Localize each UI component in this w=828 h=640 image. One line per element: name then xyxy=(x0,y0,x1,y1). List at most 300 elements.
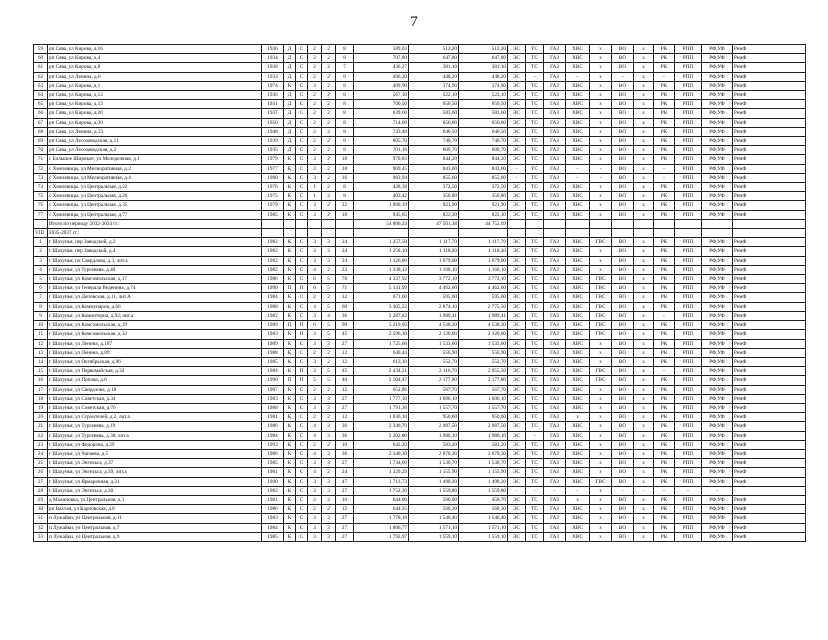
electricity-cell: ЭС xyxy=(508,311,526,320)
sewerage-cell: ВО xyxy=(612,63,634,72)
address-cell: г Шахунья, ул Первомайская, д.32 xyxy=(48,367,262,376)
floor-material-cell: С xyxy=(296,127,308,136)
table-row xyxy=(34,201,806,210)
other-cell: х xyxy=(634,45,654,54)
total-area-cell: 644,35 xyxy=(354,505,409,514)
wall-type-cell: К xyxy=(284,486,296,495)
basement-repair-cell: РПП xyxy=(675,403,702,412)
row-number-cell: 60 xyxy=(34,54,48,63)
basement-repair-cell: РПП xyxy=(675,413,702,422)
entrances-cell: 2 xyxy=(322,201,336,210)
floors-cell: 3 xyxy=(308,394,322,403)
roof-repair-cell: РК xyxy=(654,532,675,541)
year-built-cell: 1981 xyxy=(262,495,284,504)
living-area-private-cell: 595,60 xyxy=(459,293,508,302)
cold-water-cell: ХВС xyxy=(566,523,590,532)
row-number-cell: 5 xyxy=(34,275,48,284)
hot-water-cell: х xyxy=(590,422,612,431)
wall-type-cell: Д xyxy=(284,45,296,54)
cold-water-cell: ХВС xyxy=(566,81,590,90)
address-cell: г Шахунья, ул Генерала Веденина, д.74 xyxy=(48,284,262,293)
table-row xyxy=(34,413,806,422)
heating-cell: ТС xyxy=(526,45,544,54)
apartments-cell: 18 xyxy=(336,164,354,173)
facade-repair-cell: РФ,УФ xyxy=(702,385,733,394)
entrances-cell: 5 xyxy=(322,284,336,293)
fund-cell: РемФ xyxy=(733,330,806,339)
living-area-private-cell: 552,70 xyxy=(459,357,508,366)
hot-water-cell: х xyxy=(590,146,612,155)
living-area-private-cell: 1 155,90 xyxy=(459,468,508,477)
address-cell: г Шахунья, ул Федорова, д.29 xyxy=(48,440,262,449)
roof-repair-cell: РК xyxy=(654,422,675,431)
basement-repair-cell: РПП xyxy=(675,514,702,523)
sewerage-cell: ВО xyxy=(612,183,634,192)
other-cell: х xyxy=(634,155,654,164)
basement-repair-cell: РПП xyxy=(675,330,702,339)
electricity-cell: - xyxy=(508,173,526,182)
sewerage-cell: ВО xyxy=(612,376,634,385)
gas-cell: ГАЗ xyxy=(544,311,566,320)
fund-cell: РемФ xyxy=(733,164,806,173)
apartments-cell: 12 xyxy=(336,348,354,357)
year-built-cell: 1986 xyxy=(262,275,284,284)
fund-cell: РемФ xyxy=(733,109,806,118)
roof-repair-cell: РК xyxy=(654,440,675,449)
floors-cell: 2 xyxy=(308,91,322,100)
living-area-private-cell: 4 538,30 xyxy=(459,321,508,330)
housing-repair-table xyxy=(33,44,806,542)
other-cell: х xyxy=(634,183,654,192)
basement-repair-cell: РПП xyxy=(675,357,702,366)
hot-water-cell: х xyxy=(590,265,612,274)
cold-water-cell: ХВС xyxy=(566,339,590,348)
roof-repair-cell: - xyxy=(654,164,675,173)
heating-cell: ТС xyxy=(526,118,544,127)
year-built-cell: 1984 xyxy=(262,367,284,376)
year-built-cell: 1982 xyxy=(262,247,284,256)
floors-cell: 3 xyxy=(308,201,322,210)
wall-type-cell: К xyxy=(284,385,296,394)
living-area-private-cell: 374,90 xyxy=(459,81,508,90)
entrances-cell: 3 xyxy=(322,238,336,247)
floors-cell: 4 xyxy=(308,302,322,311)
living-area-cell: 656,60 xyxy=(409,118,459,127)
other-cell: х xyxy=(634,339,654,348)
gas-cell: ГАЗ xyxy=(544,367,566,376)
sewerage-cell: ВО xyxy=(612,146,634,155)
basement-repair-cell: РПП xyxy=(675,477,702,486)
wall-type-cell: К xyxy=(284,339,296,348)
fund-cell: РемФ xyxy=(733,311,806,320)
living-area-private-cell: 1 571,10 xyxy=(459,523,508,532)
living-area-private-cell: 372,50 xyxy=(459,183,508,192)
cold-water-cell: ХВС xyxy=(566,127,590,136)
heating-cell: ТС xyxy=(526,127,544,136)
wall-type-cell: Д xyxy=(284,100,296,109)
address-cell: г Шахунья, ул Тургенева, д.38, лит.а xyxy=(48,431,262,440)
hot-water-cell: х xyxy=(590,495,612,504)
wall-type-cell: К xyxy=(284,477,296,486)
living-area-private-cell: 1 559,10 xyxy=(459,532,508,541)
facade-repair-cell: РФ,УФ xyxy=(702,302,733,311)
hot-water-cell: ГВС xyxy=(590,238,612,247)
living-area-cell: 4 462,60 xyxy=(409,284,459,293)
roof-repair-cell: РК xyxy=(654,54,675,63)
facade-repair-cell: РФ,УФ xyxy=(702,155,733,164)
other-cell: х xyxy=(634,63,654,72)
gas-cell: ГАЗ xyxy=(544,100,566,109)
floors-cell: 3 xyxy=(308,477,322,486)
fund-cell: РемФ xyxy=(733,468,806,477)
address-cell: рп Сява, ул Кирова, д.12 xyxy=(48,91,262,100)
sewerage-cell: ВО xyxy=(612,339,634,348)
living-area-cell: 583,60 xyxy=(409,109,459,118)
address-cell: рп Сява, ул Лесозаводская, д.11 xyxy=(48,137,262,146)
floor-material-cell: П xyxy=(296,376,308,385)
table-row xyxy=(34,311,806,320)
heating-cell: ТС xyxy=(526,210,544,219)
wall-type-cell: Д xyxy=(284,146,296,155)
floor-material-cell: С xyxy=(296,403,308,412)
apartments-cell: 36 xyxy=(336,431,354,440)
facade-repair-cell: РФ,УФ xyxy=(702,284,733,293)
entrances-cell: 2 xyxy=(322,505,336,514)
hot-water-cell: х xyxy=(590,440,612,449)
entrances-cell: 3 xyxy=(322,449,336,458)
heating-cell: ТС xyxy=(526,164,544,173)
row-number-cell: 76 xyxy=(34,201,48,210)
total-area-cell: 1 329,29 xyxy=(354,468,409,477)
total-area-cell: 700,50 xyxy=(354,100,409,109)
floor-material-cell: С xyxy=(296,459,308,468)
facade-repair-cell: РФ,УФ xyxy=(702,367,733,376)
hot-water-cell: х xyxy=(590,100,612,109)
other-cell: х xyxy=(634,164,654,173)
basement-repair-cell: РПП xyxy=(675,256,702,265)
sewerage-cell: ВО xyxy=(612,302,634,311)
wall-type-cell: П xyxy=(284,284,296,293)
living-area-private-cell: 647,80 xyxy=(459,54,508,63)
floor-material-cell: С xyxy=(296,422,308,431)
hot-water-cell: х xyxy=(590,192,612,201)
basement-repair-cell: РПП xyxy=(675,183,702,192)
floor-material-cell: С xyxy=(296,146,308,155)
basement-repair-cell: РПП xyxy=(675,238,702,247)
facade-repair-cell: РФ,УФ xyxy=(702,173,733,182)
roof-repair-cell: РК xyxy=(654,505,675,514)
sewerage-cell: ВО xyxy=(612,532,634,541)
floor-material-cell: С xyxy=(296,109,308,118)
address-cell: рп Сява, ул Кирова, д.8 xyxy=(48,63,262,72)
address-cell: г Шахунья, ул Октябрьская, д.96 xyxy=(48,357,262,366)
floor-material-cell: С xyxy=(296,210,308,219)
floor-material-cell: С xyxy=(296,311,308,320)
total-area-cell: 805,70 xyxy=(354,137,409,146)
gas-cell: ГАЗ xyxy=(544,431,566,440)
fund-cell: РемФ xyxy=(733,137,806,146)
fund-cell: РемФ xyxy=(733,339,806,348)
year-built-cell: 1985 xyxy=(262,459,284,468)
roof-repair-cell: - xyxy=(654,486,675,495)
table-row xyxy=(34,321,806,330)
floors-cell: 2 xyxy=(308,413,322,422)
row-number-cell: 3 xyxy=(34,256,48,265)
other-cell: х xyxy=(634,100,654,109)
roof-repair-cell: РК xyxy=(654,81,675,90)
living-area-cell: 522,10 xyxy=(409,91,459,100)
row-number-cell: 15 xyxy=(34,367,48,376)
living-area-private-cell: 1 117,70 xyxy=(459,238,508,247)
fund-cell: РемФ xyxy=(733,357,806,366)
gas-cell: ГАЗ xyxy=(544,505,566,514)
facade-repair-cell: РФ,УФ xyxy=(702,109,733,118)
hot-water-cell: х xyxy=(590,505,612,514)
fund-cell: РемФ xyxy=(733,403,806,412)
hot-water-cell: ГВС xyxy=(590,311,612,320)
total-area-cell: 2 596,30 xyxy=(354,330,409,339)
living-area-cell: 646,50 xyxy=(409,127,459,136)
entrances-cell: 2 xyxy=(322,155,336,164)
roof-repair-cell: РК xyxy=(654,127,675,136)
gas-cell: - xyxy=(544,486,566,495)
address-cell: г Шахунья, ул Ленина, д.187 xyxy=(48,339,262,348)
sewerage-cell: ВО xyxy=(612,413,634,422)
fund-cell: РемФ xyxy=(733,376,806,385)
wall-type-cell: К xyxy=(284,394,296,403)
row-number-cell: 71 xyxy=(34,155,48,164)
floor-material-cell: С xyxy=(296,100,308,109)
total-area-cell: 743,48 xyxy=(354,127,409,136)
other-cell: х xyxy=(634,173,654,182)
cold-water-cell: ХВС xyxy=(566,348,590,357)
year-built-cell: 1974 xyxy=(262,81,284,90)
year-built-cell: 1933 xyxy=(262,72,284,81)
floors-cell: 4 xyxy=(308,422,322,431)
floors-cell: 3 xyxy=(308,155,322,164)
table-row xyxy=(34,523,806,532)
table-row xyxy=(34,293,806,302)
floors-cell: 2 xyxy=(308,440,322,449)
apartments-cell: 7 xyxy=(336,63,354,72)
wall-type-cell: К xyxy=(284,367,296,376)
fund-cell: РемФ xyxy=(733,505,806,514)
gas-cell: ГАЗ xyxy=(544,127,566,136)
floors-cell: 2 xyxy=(308,100,322,109)
row-number-cell: 6 xyxy=(34,284,48,293)
heating-cell: ТС xyxy=(526,201,544,210)
table-row xyxy=(34,367,806,376)
cold-water-cell: ХВС xyxy=(566,514,590,523)
wall-type-cell: К xyxy=(284,532,296,541)
basement-repair-cell: РПП xyxy=(675,311,702,320)
living-area-private-cell: 1 160,10 xyxy=(459,265,508,274)
table-row xyxy=(34,302,806,311)
basement-repair-cell: РПП xyxy=(675,109,702,118)
electricity-cell: ЭС xyxy=(508,385,526,394)
address-cell: рп Сява, ул Кирова, д.30 xyxy=(48,118,262,127)
sewerage-cell: ВО xyxy=(612,394,634,403)
electricity-cell: ЭС xyxy=(508,183,526,192)
cold-water-cell: х xyxy=(566,413,590,422)
living-area-private-cell: 740,70 xyxy=(459,137,508,146)
fund-cell: РемФ xyxy=(733,127,806,136)
hot-water-cell: х xyxy=(590,210,612,219)
address-cell: рп Сява, ул Кирова, д.4 xyxy=(48,54,262,63)
basement-repair-cell: РПП xyxy=(675,495,702,504)
facade-repair-cell: РФ,УФ xyxy=(702,81,733,90)
entrances-cell: 5 xyxy=(322,302,336,311)
facade-repair-cell: РФ,УФ xyxy=(702,275,733,284)
cold-water-cell: ХВС xyxy=(566,431,590,440)
gas-cell: ГАЗ xyxy=(544,293,566,302)
heating-cell: ТС xyxy=(526,284,544,293)
facade-repair-cell: РФ,УФ xyxy=(702,201,733,210)
basement-repair-cell: РПП xyxy=(675,459,702,468)
floor-material-cell: С xyxy=(296,45,308,54)
entrances-cell: 2 xyxy=(322,440,336,449)
living-area-private-cell: 844,20 xyxy=(459,155,508,164)
address-cell: г Шахунья, ул Чапаева, д.5 xyxy=(48,449,262,458)
heating-cell: ТС xyxy=(526,348,544,357)
row-number-cell: 24 xyxy=(34,449,48,458)
row-number-cell: 30 xyxy=(34,505,48,514)
table-row xyxy=(34,183,806,192)
electricity-cell: ЭС xyxy=(508,449,526,458)
apartments-cell: 8 xyxy=(336,100,354,109)
row-number-cell: 2 xyxy=(34,247,48,256)
wall-type-cell: К xyxy=(284,413,296,422)
facade-repair-cell: РФ,УФ xyxy=(702,91,733,100)
heating-cell: - xyxy=(526,431,544,440)
floor-material-cell: П xyxy=(296,284,308,293)
fund-cell: РемФ xyxy=(733,422,806,431)
living-area-private-cell: 1 546,40 xyxy=(459,514,508,523)
cold-water-cell: ХВС xyxy=(566,210,590,219)
basement-repair-cell: РПП xyxy=(675,321,702,330)
row-number-cell: 65 xyxy=(34,100,48,109)
wall-type-cell: К xyxy=(284,431,296,440)
floor-material-cell: С xyxy=(296,192,308,201)
roof-repair-cell: РК xyxy=(654,100,675,109)
address-cell: рп Сява, ул Лесозаводская, д.2 xyxy=(48,146,262,155)
other-cell: х xyxy=(634,449,654,458)
entrances-cell: 2 xyxy=(322,72,336,81)
electricity-cell: ЭС xyxy=(508,321,526,330)
roof-repair-cell: РК xyxy=(654,210,675,219)
living-area-cell: 1 533,60 xyxy=(409,339,459,348)
heating-cell: ТС xyxy=(526,477,544,486)
heating-cell: ТС xyxy=(526,385,544,394)
year-built-cell: 1985 xyxy=(262,357,284,366)
entrances-cell: 2 xyxy=(322,210,336,219)
floors-cell: 3 xyxy=(308,367,322,376)
apartments-cell: 36 xyxy=(336,422,354,431)
hot-water-cell: х xyxy=(590,201,612,210)
roof-repair-cell: РК xyxy=(654,357,675,366)
floor-material-cell: С xyxy=(296,495,308,504)
table-row xyxy=(34,247,806,256)
address-cell: г Шахунья, ул Ленина, д.89 xyxy=(48,348,262,357)
apartments-cell: 71 xyxy=(336,284,354,293)
floor-material-cell: С xyxy=(296,256,308,265)
floors-cell: 2 xyxy=(308,109,322,118)
basement-repair-cell: РПП xyxy=(675,394,702,403)
apartments-cell: 8 xyxy=(336,91,354,100)
gas-cell: ГАЗ xyxy=(544,118,566,127)
sewerage-cell: ВО xyxy=(612,109,634,118)
wall-type-cell: Д xyxy=(284,91,296,100)
total-area-cell: 2 202,80 xyxy=(354,431,409,440)
year-built-cell: 1988 xyxy=(262,348,284,357)
fund-cell: РемФ xyxy=(733,302,806,311)
wall-type-cell: Д xyxy=(284,127,296,136)
electricity-cell: ЭС xyxy=(508,394,526,403)
wall-type-cell: К xyxy=(284,210,296,219)
sewerage-cell: ВО xyxy=(612,523,634,532)
roof-repair-cell: - xyxy=(654,311,675,320)
entrances-cell: 3 xyxy=(322,256,336,265)
living-area-cell: 1 571,10 xyxy=(409,523,459,532)
year-built-cell: 1980 xyxy=(262,173,284,182)
living-area-private-cell: 350,80 xyxy=(459,192,508,201)
year-built-cell: 1982 xyxy=(262,256,284,265)
heating-cell: ТС xyxy=(526,63,544,72)
table-row xyxy=(34,330,806,339)
living-area-private-cell: 843,00 xyxy=(459,164,508,173)
facade-repair-cell: РФ,УФ xyxy=(702,164,733,173)
period-total-v3: 44 752,69 xyxy=(459,219,508,228)
table-row xyxy=(34,164,806,173)
apartments-cell: 8 xyxy=(336,109,354,118)
entrances-cell: 5 xyxy=(322,330,336,339)
year-built-cell: 1983 xyxy=(262,394,284,403)
total-area-cell: 3 305,22 xyxy=(354,302,409,311)
floors-cell: 2 xyxy=(308,385,322,394)
sewerage-cell: ВО xyxy=(612,321,634,330)
facade-repair-cell: РФ,УФ xyxy=(702,376,733,385)
heating-cell: ТС xyxy=(526,275,544,284)
electricity-cell: ЭС xyxy=(508,495,526,504)
row-number-cell: 29 xyxy=(34,495,48,504)
row-number-cell: 8 xyxy=(34,302,48,311)
hot-water-cell: ГВС xyxy=(590,321,612,330)
table-row xyxy=(34,91,806,100)
living-area-private-cell: 1 079,00 xyxy=(459,256,508,265)
floor-material-cell: С xyxy=(296,164,308,173)
table-row xyxy=(34,127,806,136)
basement-repair-cell: РПП xyxy=(675,247,702,256)
address-cell: с Хмелевицы, ул Центральная, д.22 xyxy=(48,183,262,192)
floor-material-cell: С xyxy=(296,394,308,403)
facade-repair-cell: РФ,УФ xyxy=(702,459,733,468)
other-cell: х xyxy=(634,477,654,486)
living-area-cell: 560,30 xyxy=(409,505,459,514)
sewerage-cell: ВО xyxy=(612,431,634,440)
electricity-cell: ЭС xyxy=(508,247,526,256)
floor-material-cell: П xyxy=(296,367,308,376)
year-built-cell: 1981 xyxy=(262,413,284,422)
living-area-private-cell: 4 462,60 xyxy=(459,284,508,293)
living-area-private-cell: 448,20 xyxy=(459,72,508,81)
living-area-cell: 844,20 xyxy=(409,155,459,164)
floor-material-cell: С xyxy=(296,201,308,210)
sewerage-cell: - xyxy=(612,72,634,81)
table-row xyxy=(34,376,806,385)
facade-repair-cell: РФ,УФ xyxy=(702,183,733,192)
facade-repair-cell: РФ,УФ xyxy=(702,523,733,532)
electricity-cell: ЭС xyxy=(508,275,526,284)
